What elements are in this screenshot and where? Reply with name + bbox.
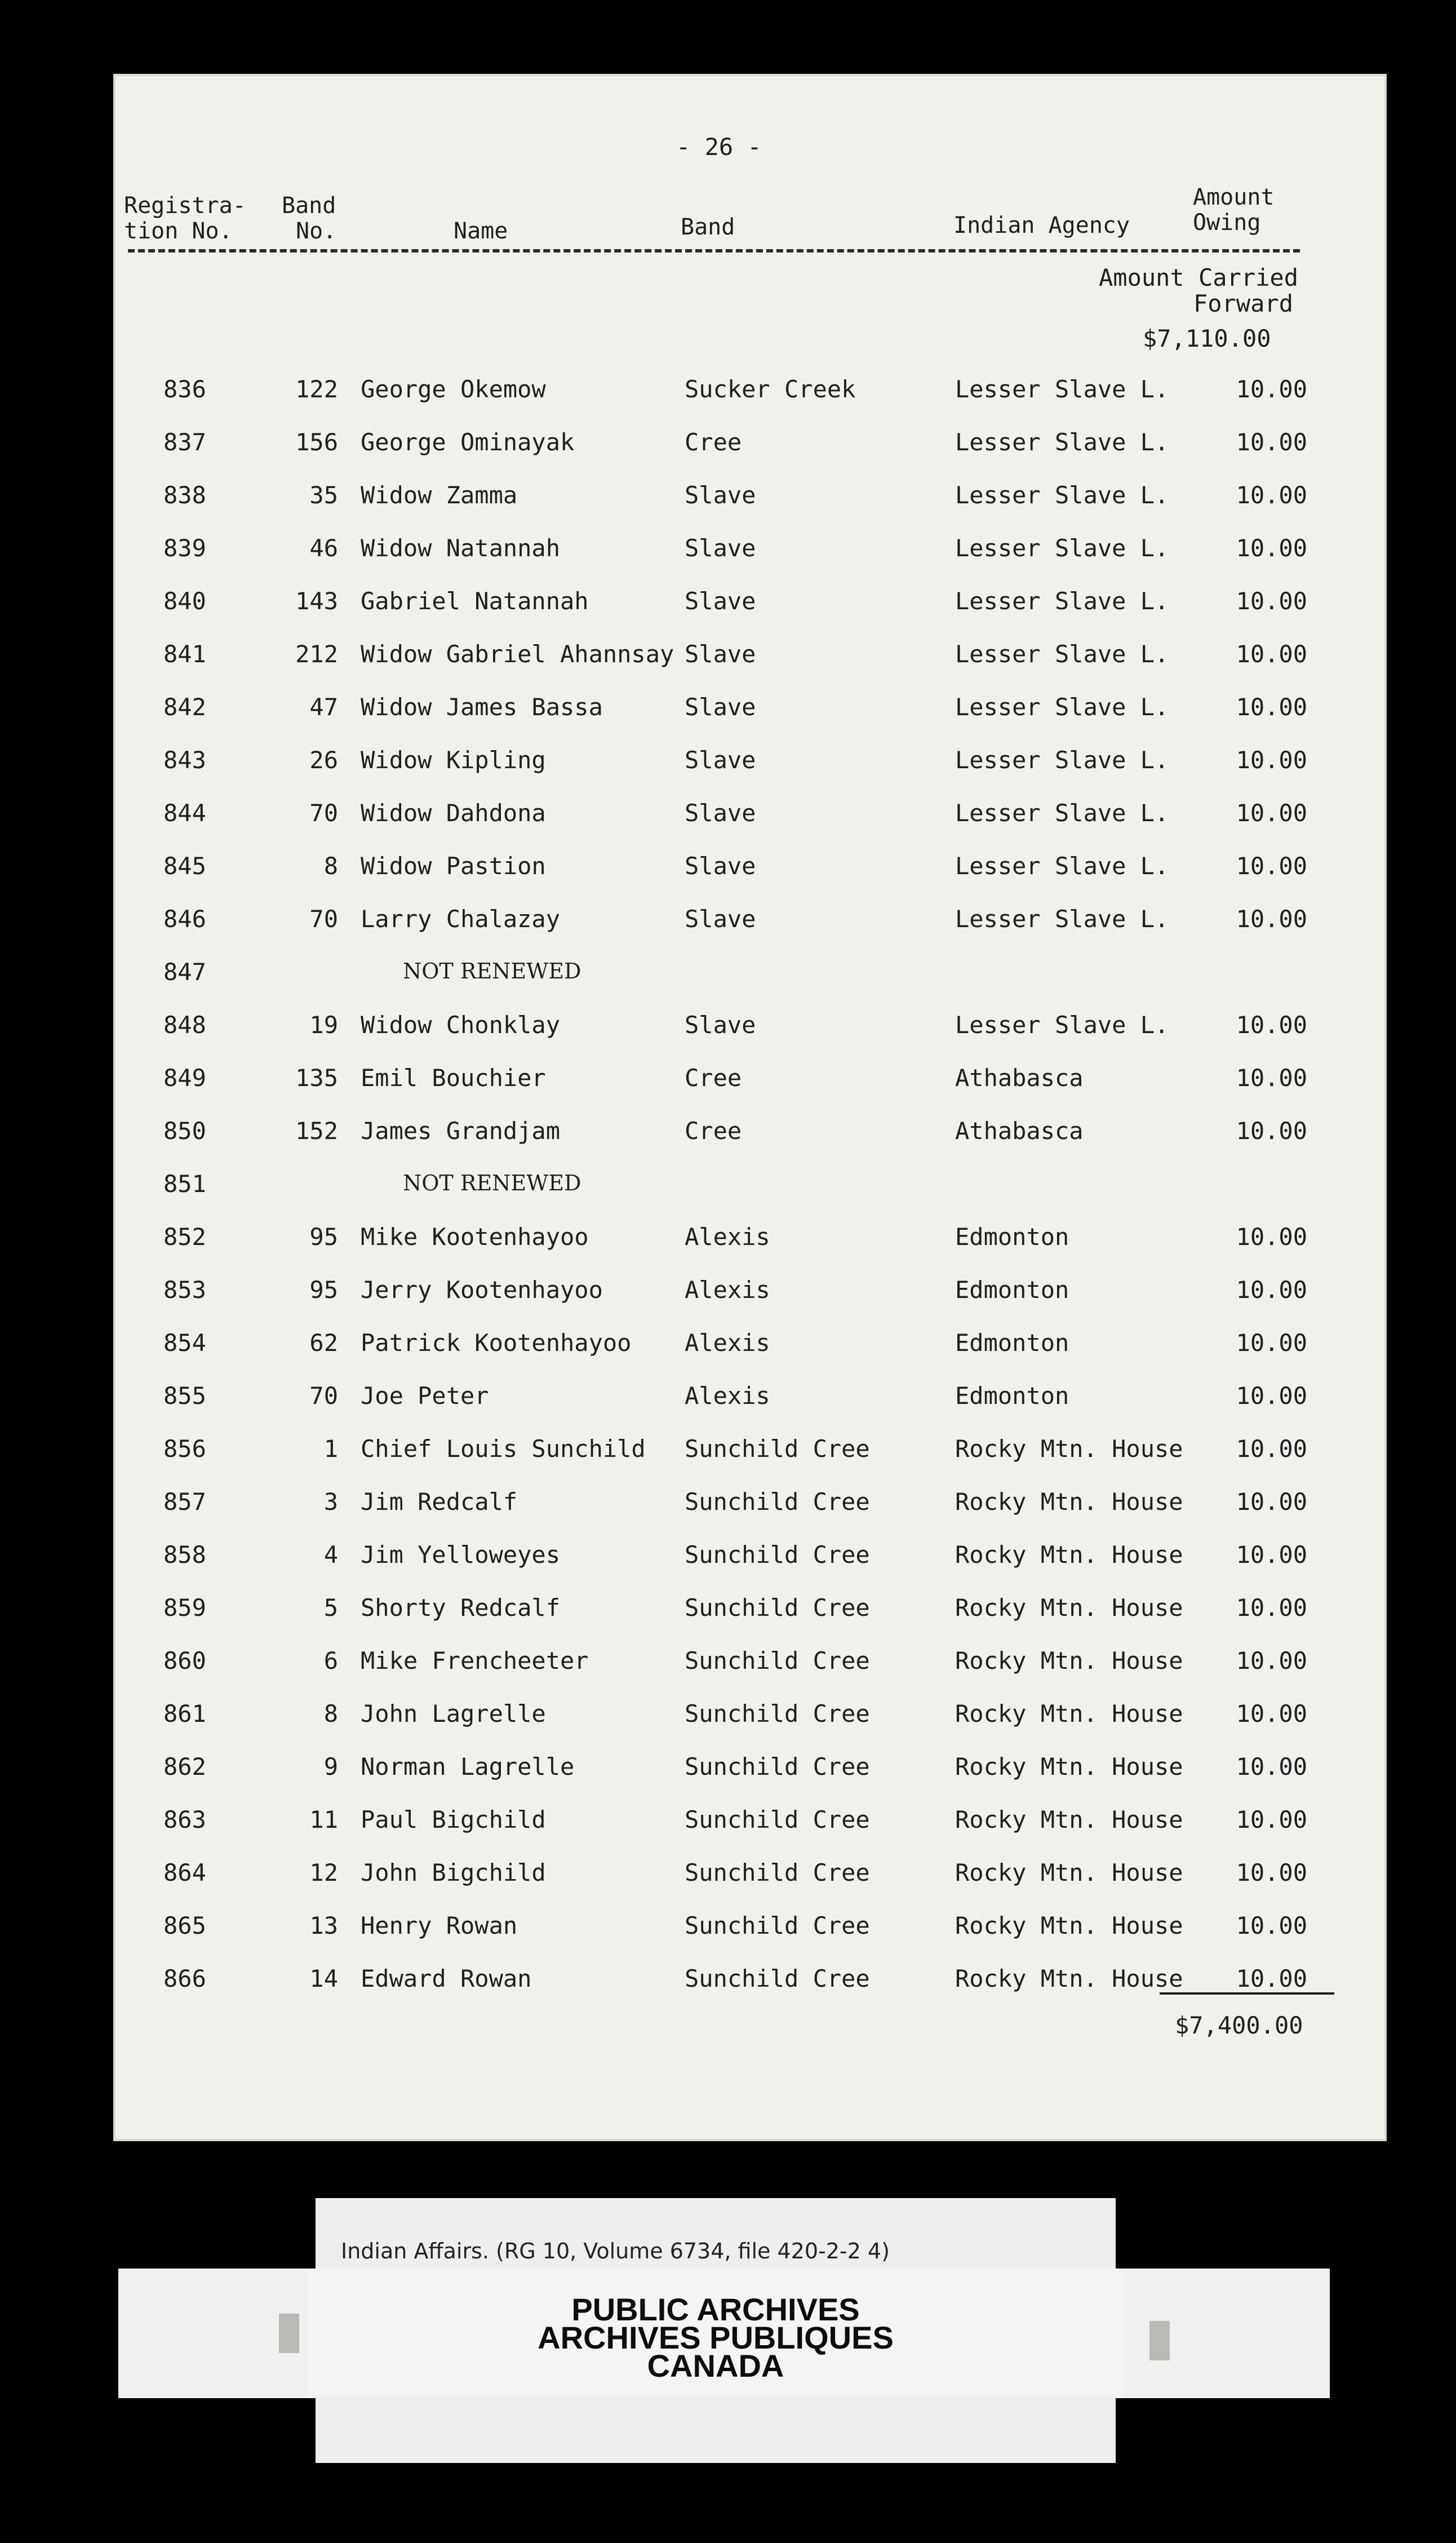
cell-band: Alexis (685, 1276, 770, 1304)
cell-amount: 10.00 (1236, 1647, 1307, 1674)
cell-registration: 837 (163, 428, 206, 456)
cell-name: James Grandjam (361, 1117, 561, 1145)
cell-name: Paul Bigchild (361, 1806, 546, 1833)
cell-registration: 864 (163, 1859, 206, 1886)
cell-band: Sunchild Cree (685, 1859, 870, 1886)
cell-registration: 862 (163, 1753, 206, 1780)
cell-registration: 854 (163, 1329, 206, 1357)
cell-amount: 10.00 (1236, 481, 1307, 509)
cell-band-number: 12 (309, 1859, 338, 1886)
cell-name: Emil Bouchier (361, 1064, 546, 1092)
cell-band-number: 135 (295, 1064, 338, 1092)
cell-band-number: 47 (309, 693, 338, 721)
cell-agency: Rocky Mtn. House (955, 1594, 1183, 1622)
cell-registration: 839 (163, 534, 206, 562)
cell-amount: 10.00 (1236, 746, 1307, 774)
cell-band-number: 8 (323, 852, 338, 880)
cell-name: Widow Natannah (361, 534, 561, 562)
cell-registration: 863 (163, 1806, 206, 1833)
cell-name: Widow Dahdona (361, 799, 546, 827)
cell-registration: 860 (163, 1647, 206, 1674)
cell-name: Patrick Kootenhayoo (361, 1329, 632, 1357)
cell-agency: Athabasca (955, 1117, 1084, 1145)
cell-agency: Lesser Slave L. (955, 746, 1169, 774)
cell-amount: 10.00 (1236, 534, 1307, 562)
cell-band: Cree (685, 428, 742, 456)
cell-band: Sunchild Cree (685, 1753, 870, 1780)
cell-amount: 10.00 (1236, 1806, 1307, 1833)
cell-band-number: 19 (309, 1011, 338, 1039)
carried-forward-label-line2: Forward (1193, 290, 1294, 317)
cell-agency: Lesser Slave L. (955, 428, 1169, 456)
cell-band: Sunchild Cree (685, 1912, 870, 1939)
cell-amount: 10.00 (1236, 852, 1307, 880)
cell-registration: 842 (163, 693, 206, 721)
archive-label-bottom (316, 2395, 1116, 2463)
archive-line1: PUBLIC ARCHIVES (571, 2292, 860, 2327)
cell-registration: 866 (163, 1965, 206, 1992)
cell-amount: 10.00 (1236, 1753, 1307, 1780)
cell-band-number: 11 (309, 1806, 338, 1833)
cell-band-number: 143 (295, 587, 338, 615)
cell-agency: Rocky Mtn. House (955, 1859, 1183, 1886)
cell-agency: Lesser Slave L. (955, 799, 1169, 827)
cell-name: Shorty Redcalf (361, 1594, 561, 1622)
cell-amount: 10.00 (1236, 1541, 1307, 1569)
cell-band-number: 1 (323, 1435, 338, 1463)
cell-name: Gabriel Natannah (361, 587, 589, 615)
cell-amount: 10.00 (1236, 1382, 1307, 1410)
header-name: Name (454, 218, 508, 244)
cell-registration: 850 (163, 1117, 206, 1145)
cell-agency: Edmonton (955, 1276, 1069, 1304)
cell-registration: 858 (163, 1541, 206, 1569)
cell-amount: 10.00 (1236, 1223, 1307, 1251)
cell-name: Widow Zamma (361, 481, 518, 509)
cell-agency: Rocky Mtn. House (955, 1435, 1183, 1463)
cell-band: Cree (685, 1064, 742, 1092)
carried-forward-value: $7,110.00 (1143, 325, 1271, 352)
header-band: Band (681, 214, 735, 240)
cell-amount: 10.00 (1236, 428, 1307, 456)
cell-band-number: 70 (309, 905, 338, 933)
cell-registration: 861 (163, 1700, 206, 1727)
cell-band-number: 35 (309, 481, 338, 509)
cell-amount: 10.00 (1236, 1011, 1307, 1039)
cell-agency: Lesser Slave L. (955, 534, 1169, 562)
cell-agency: Lesser Slave L. (955, 693, 1169, 721)
cell-agency: Rocky Mtn. House (955, 1753, 1183, 1780)
cell-band: Slave (685, 693, 756, 721)
cell-band-number: 95 (309, 1276, 338, 1304)
cell-registration: 849 (163, 1064, 206, 1092)
header-registration-line2: tion No. (124, 218, 233, 244)
header-band-no-line1: Band (282, 193, 336, 219)
cell-name: Widow James Bassa (361, 693, 603, 721)
cell-band: Sunchild Cree (685, 1488, 870, 1516)
cell-registration: 841 (163, 640, 206, 668)
cell-agency: Lesser Slave L. (955, 905, 1169, 933)
cell-band-number: 26 (309, 746, 338, 774)
cell-band: Slave (685, 481, 756, 509)
cell-amount: 10.00 (1236, 1117, 1307, 1145)
cell-band: Sunchild Cree (685, 1700, 870, 1727)
cell-agency: Rocky Mtn. House (955, 1647, 1183, 1674)
cell-registration: 853 (163, 1276, 206, 1304)
cell-agency: Lesser Slave L. (955, 375, 1169, 403)
cell-agency: Edmonton (955, 1382, 1069, 1410)
cell-amount: 10.00 (1236, 1594, 1307, 1622)
cell-registration: 856 (163, 1435, 206, 1463)
cell-amount: 10.00 (1236, 1488, 1307, 1516)
cell-name: George Ominayak (361, 428, 575, 456)
cell-band-number: 14 (309, 1965, 338, 1992)
cell-band-number: 5 (323, 1594, 338, 1622)
cell-registration: 845 (163, 852, 206, 880)
cell-band: Slave (685, 905, 756, 933)
cell-band: Cree (685, 1117, 742, 1145)
cell-name: Jerry Kootenhayoo (361, 1276, 603, 1304)
cell-name: Jim Redcalf (361, 1488, 518, 1516)
cell-name: NOT RENEWED (403, 959, 581, 983)
cell-band: Alexis (685, 1223, 770, 1251)
cell-name: John Bigchild (361, 1859, 546, 1886)
cell-agency: Edmonton (955, 1223, 1069, 1251)
cell-amount: 10.00 (1236, 640, 1307, 668)
cell-amount: 10.00 (1236, 799, 1307, 827)
header-registration-line1: Registra- (124, 193, 246, 219)
cell-band: Slave (685, 1011, 756, 1039)
cell-band-number: 6 (323, 1647, 338, 1674)
cell-band-number: 70 (309, 799, 338, 827)
header-agency: Indian Agency (953, 212, 1130, 238)
cell-registration: 859 (163, 1594, 206, 1622)
total-underline (1160, 1992, 1334, 1995)
cell-amount: 10.00 (1236, 375, 1307, 403)
cell-name: Widow Gabriel Ahannsay (361, 640, 674, 668)
cell-band: Alexis (685, 1329, 770, 1357)
cell-name: Widow Pastion (361, 852, 546, 880)
cell-name: Widow Kipling (361, 746, 546, 774)
cell-band-number: 95 (309, 1223, 338, 1251)
cell-band-number: 122 (295, 375, 338, 403)
cell-agency: Rocky Mtn. House (955, 1965, 1183, 1992)
cell-registration: 840 (163, 587, 206, 615)
cell-registration: 851 (163, 1170, 206, 1198)
cell-name: Edward Rowan (361, 1965, 532, 1992)
cell-band: Sunchild Cree (685, 1594, 870, 1622)
cell-band: Alexis (685, 1382, 770, 1410)
cell-amount: 10.00 (1236, 1276, 1307, 1304)
cell-registration: 852 (163, 1223, 206, 1251)
cell-amount: 10.00 (1236, 1435, 1307, 1463)
cell-band-number: 152 (295, 1117, 338, 1145)
cell-band: Sunchild Cree (685, 1435, 870, 1463)
cell-band: Slave (685, 852, 756, 880)
page-number: - 26 - (676, 133, 762, 161)
cell-registration: 838 (163, 481, 206, 509)
cell-registration: 847 (163, 958, 206, 986)
cell-registration: 843 (163, 746, 206, 774)
cell-amount: 10.00 (1236, 1064, 1307, 1092)
cell-name: Joe Peter (361, 1382, 489, 1410)
cell-registration: 844 (163, 799, 206, 827)
carried-forward-label-line1: Amount Carried (1099, 264, 1299, 291)
cell-agency: Lesser Slave L. (955, 640, 1169, 668)
cell-band-number: 156 (295, 428, 338, 456)
cell-amount: 10.00 (1236, 1700, 1307, 1727)
cell-band-number: 212 (295, 640, 338, 668)
cell-registration: 865 (163, 1912, 206, 1939)
cell-agency: Lesser Slave L. (955, 1011, 1169, 1039)
cell-amount: 10.00 (1236, 693, 1307, 721)
cell-amount: 10.00 (1236, 1329, 1307, 1357)
cell-registration: 836 (163, 375, 206, 403)
cell-amount: 10.00 (1236, 587, 1307, 615)
header-amount-line1: Amount (1193, 184, 1275, 210)
cell-band-number: 46 (309, 534, 338, 562)
archive-reference: Indian Affairs. (RG 10, Volume 6734, file 420-2-2 4) (341, 2239, 890, 2263)
cell-band-number: 4 (323, 1541, 338, 1569)
cell-agency: Rocky Mtn. House (955, 1488, 1183, 1516)
cell-band: Sunchild Cree (685, 1647, 870, 1674)
cell-name: Mike Kootenhayoo (361, 1223, 589, 1251)
cell-agency: Rocky Mtn. House (955, 1912, 1183, 1939)
cell-band: Slave (685, 799, 756, 827)
cell-band: Sunchild Cree (685, 1965, 870, 1992)
cell-name: Larry Chalazay (361, 905, 561, 933)
archive-line3: CANADA (647, 2348, 784, 2383)
cell-agency: Rocky Mtn. House (955, 1700, 1183, 1727)
cell-name: Chief Louis Sunchild (361, 1435, 646, 1463)
cell-name: Jim Yelloweyes (361, 1541, 561, 1569)
cell-band: Sucker Creek (685, 375, 856, 403)
cell-name: NOT RENEWED (403, 1171, 581, 1195)
cell-agency: Lesser Slave L. (955, 587, 1169, 615)
cell-amount: 10.00 (1236, 1859, 1307, 1886)
cell-name: John Lagrelle (361, 1700, 546, 1727)
cell-band-number: 70 (309, 1382, 338, 1410)
cell-band: Sunchild Cree (685, 1806, 870, 1833)
cell-band-number: 3 (323, 1488, 338, 1516)
cell-agency: Athabasca (955, 1064, 1084, 1092)
label-clip-right (1149, 2321, 1170, 2360)
header-band-no-line2: No. (296, 218, 337, 244)
cell-name: Mike Frencheeter (361, 1647, 589, 1674)
label-clip-left (279, 2314, 299, 2353)
cell-name: Widow Chonklay (361, 1011, 561, 1039)
cell-band-number: 9 (323, 1753, 338, 1780)
header-amount-line2: Owing (1193, 210, 1261, 236)
cell-agency: Edmonton (955, 1329, 1069, 1357)
cell-name: Henry Rowan (361, 1912, 518, 1939)
cell-band-number: 13 (309, 1912, 338, 1939)
cell-registration: 857 (163, 1488, 206, 1516)
cell-band: Slave (685, 746, 756, 774)
cell-registration: 848 (163, 1011, 206, 1039)
cell-name: George Okemow (361, 375, 546, 403)
cell-amount: 10.00 (1236, 905, 1307, 933)
cell-registration: 846 (163, 905, 206, 933)
cell-agency: Lesser Slave L. (955, 481, 1169, 509)
header-rule (128, 249, 1300, 252)
total-amount: $7,400.00 (1175, 2012, 1303, 2039)
cell-band: Slave (685, 534, 756, 562)
archive-line2: ARCHIVES PUBLIQUES (538, 2320, 894, 2355)
cell-agency: Lesser Slave L. (955, 852, 1169, 880)
cell-band-number: 8 (323, 1700, 338, 1727)
cell-name: Norman Lagrelle (361, 1753, 575, 1780)
cell-amount: 10.00 (1236, 1912, 1307, 1939)
cell-band-number: 62 (309, 1329, 338, 1357)
cell-band: Slave (685, 640, 756, 668)
cell-band: Sunchild Cree (685, 1541, 870, 1569)
cell-agency: Rocky Mtn. House (955, 1806, 1183, 1833)
cell-agency: Rocky Mtn. House (955, 1541, 1183, 1569)
cell-band: Slave (685, 587, 756, 615)
cell-amount: 10.00 (1236, 1965, 1307, 1992)
cell-registration: 855 (163, 1382, 206, 1410)
